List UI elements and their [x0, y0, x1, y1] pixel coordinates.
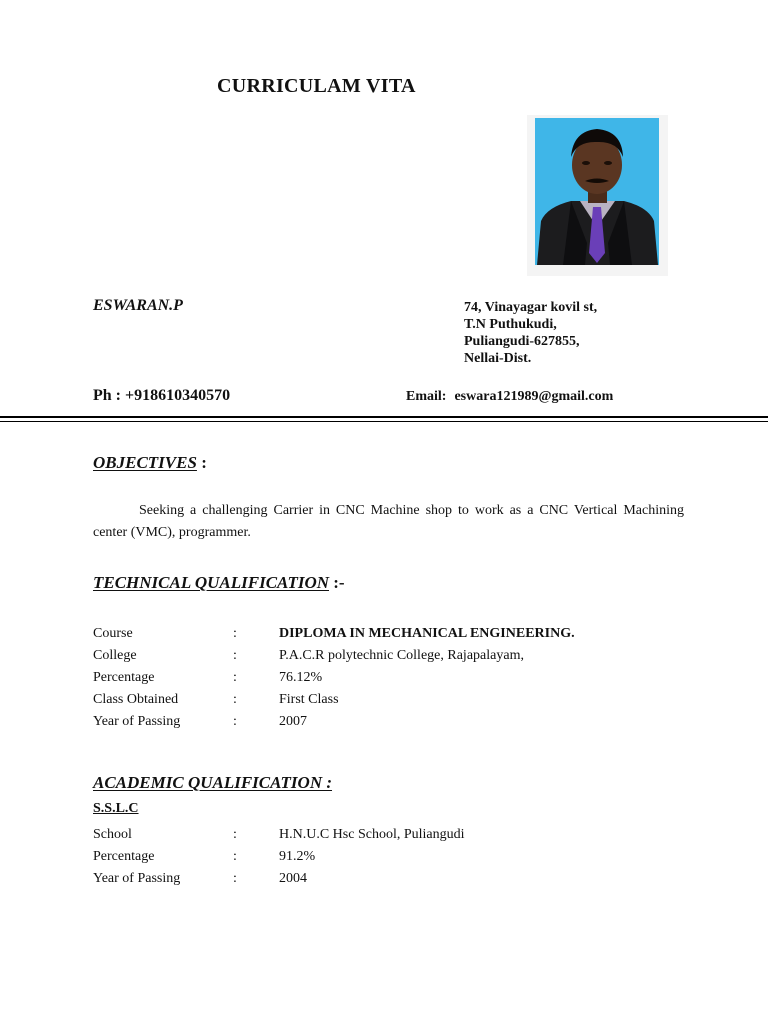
row-key: Percentage — [93, 670, 155, 685]
objectives-heading — [93, 453, 207, 473]
row-colon: : — [233, 849, 237, 864]
technical-qualification-heading — [93, 573, 345, 593]
row-value: 2007 — [279, 714, 307, 729]
row-colon: : — [233, 692, 237, 707]
row-key: School — [93, 827, 132, 842]
row-value: DIPLOMA IN MECHANICAL ENGINEERING. — [279, 626, 575, 641]
objectives-heading-text: OBJECTIVES — [93, 453, 197, 472]
row-value: 2004 — [279, 871, 307, 886]
row-value: 91.2% — [279, 849, 316, 864]
academic-qualification-heading — [93, 773, 332, 793]
row-key: Year of Passing — [93, 714, 181, 729]
row-value: P.A.C.R polytechnic College, Rajapalayam, — [279, 648, 524, 663]
row-colon: : — [233, 827, 237, 842]
row-value: 76.12% — [279, 670, 323, 685]
email-line — [406, 389, 613, 405]
row-value: H.N.U.C Hsc School, Puliangudi — [279, 827, 465, 842]
profile-photo — [527, 115, 668, 276]
row-colon: : — [233, 714, 237, 729]
row-key: Percentage — [93, 849, 155, 864]
email-label: Email: — [406, 389, 447, 404]
phone-number: Ph : +918610340570 — [93, 387, 231, 404]
candidate-name: ESWARAN.P — [93, 297, 183, 314]
technical-heading-suffix: :- — [329, 573, 345, 592]
row-colon: : — [233, 871, 237, 886]
address-line: Nellai-Dist. — [464, 351, 532, 366]
email-address: eswara121989@gmail.com — [454, 389, 614, 404]
technical-heading-text: TECHNICAL QUALIFICATION — [93, 573, 329, 592]
academic-heading-text: ACADEMIC QUALIFICATION : — [93, 773, 333, 792]
divider-thin — [0, 421, 768, 422]
objective-paragraph: Seeking a challenging Carrier in CNC Machine shop to work as a CNC Vertical Machining center (VMC), programmer. — [93, 503, 684, 540]
address-line: Puliangudi-627855, — [464, 334, 580, 349]
address-block — [464, 299, 597, 367]
row-key: College — [93, 648, 137, 663]
row-value: First Class — [279, 692, 339, 707]
row-key: Year of Passing — [93, 871, 181, 886]
row-key: Class Obtained — [93, 692, 179, 707]
row-colon: : — [233, 626, 237, 641]
address-line: T.N Puthukudi, — [464, 317, 557, 332]
objectives-heading-suffix: : — [196, 453, 207, 472]
divider-thick — [0, 416, 768, 418]
row-colon: : — [233, 648, 237, 663]
row-key: Course — [93, 626, 133, 641]
address-line: 74, Vinayagar kovil st, — [464, 300, 598, 315]
sslc-subheading: S.S.L.C — [93, 801, 139, 816]
row-colon: : — [233, 670, 237, 685]
document-title: CURRICULAM VITA — [217, 75, 416, 97]
